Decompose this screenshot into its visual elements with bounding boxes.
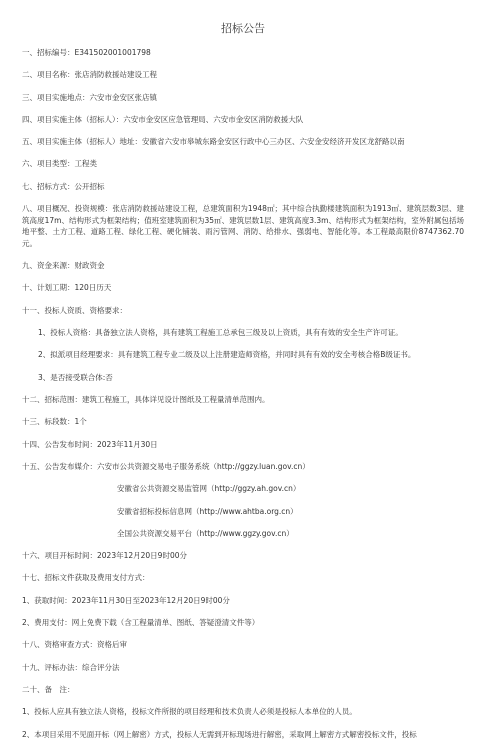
publish-media-link: 全国公共资源交易平台（http://www.ggzy.gov.cn）: [117, 528, 294, 538]
publish-date: 十四、公告发布时间：2023年11月30日: [22, 439, 158, 449]
publish-media-link: 安徽省公共资源交易监管网（http://ggzy.ah.gov.cn）: [117, 484, 301, 494]
tenderer-address: 五、项目实施主体（招标人）地址：安徽省六安市皋城东路金安区行政中心三办区、六安金安经济开发区龙舒路以南: [22, 137, 405, 147]
notes-heading: 二十、备 注：: [22, 684, 75, 694]
project-name: 二、项目名称：张店消防救援站建设工程: [22, 70, 157, 80]
qualification-2: 2、拟派项目经理要求：具有建筑工程专业二级及以上注册建造师资格，并同时具有有效的安全考核合格B级证书。: [38, 350, 416, 360]
qualification-3: 3、是否接受联合体:否: [38, 372, 113, 382]
tender-method: 七、招标方式：公开招标: [22, 181, 105, 191]
page-title: 招标公告: [221, 22, 265, 35]
document-fee-heading: 十七、招标文件获取及费用支付方式：: [22, 573, 150, 583]
funding-source: 九、资金来源：财政资金: [22, 261, 105, 271]
project-type: 六、项目类型：工程类: [22, 159, 97, 169]
qualification-1: 1、投标人资格：具备独立法人资格，具有建筑工程施工总承包三级及以上资质，具有有效的安全生产许可证。: [38, 327, 403, 337]
qualification-review: 十八、资格审查方式：资格后审: [22, 640, 127, 650]
publish-media-link: 安徽省招标投标信息网（http://www.ahtba.org.cn）: [117, 506, 298, 516]
note-1: 1、投标人应具有独立法人资格，投标文件所报的项目经理和技术负责人必须是投标人本单位的人员。: [22, 707, 357, 717]
bid-opening-time: 十六、项目开标时间：2023年12月20日9时00分: [22, 551, 187, 561]
tenderer: 四、项目实施主体（招标人）：六安市金安区应急管理局、六安市金安区消防救援大队: [22, 114, 304, 124]
publish-media: 十五、公告发布媒介：六安市公共资源交易电子服务系统（http://ggzy.luan.gov.cn）: [22, 461, 310, 471]
project-overview: 八、项目概况、投资规模：张店消防救援站建设工程，总建筑面积为1948㎡；其中综合执勤楼建筑面积为1913㎡、建筑层数3层、建筑高度17m、结构形式为框架结构；值班室建筑面积为35㎡、建筑层数1层、建筑高度3.3m、结构形式为框架结构，室外附属包括场地平整、土方工程、道路工程、绿化工程、硬化铺装、雨污管网、消防、给排水、强弱电、智能化等。本工程最高限价8747362.70元。: [22, 204, 464, 248]
section-count: 十三、标段数：1个: [22, 417, 87, 427]
tender-scope: 十二、招标范围：建筑工程施工，具体详见设计图纸及工程量清单范围内。: [22, 395, 270, 405]
note-2: 2、本项目采用不见面开标（网上解密）方式，投标人无需到开标现场进行解密，采取网上解密方式解密投标文件，投标: [22, 729, 417, 739]
qualification-heading: 十一、投标人资质、资格要求：: [22, 305, 127, 315]
evaluation-method: 十九、评标办法：综合评分法: [22, 662, 120, 672]
planned-duration: 十、计划工期：120日历天: [22, 283, 112, 293]
document-fee-1: 1、获取时间：2023年11月30日至2023年12月20日9时00分: [22, 595, 230, 605]
tender-number: 一、招标编号：E341502001001798: [22, 48, 151, 57]
project-location: 三、项目实施地点：六安市金安区张店镇: [22, 92, 157, 102]
document-fee-2: 2、费用支付：网上免费下载（含工程量清单、图纸、答疑澄清文件等）: [22, 618, 260, 628]
